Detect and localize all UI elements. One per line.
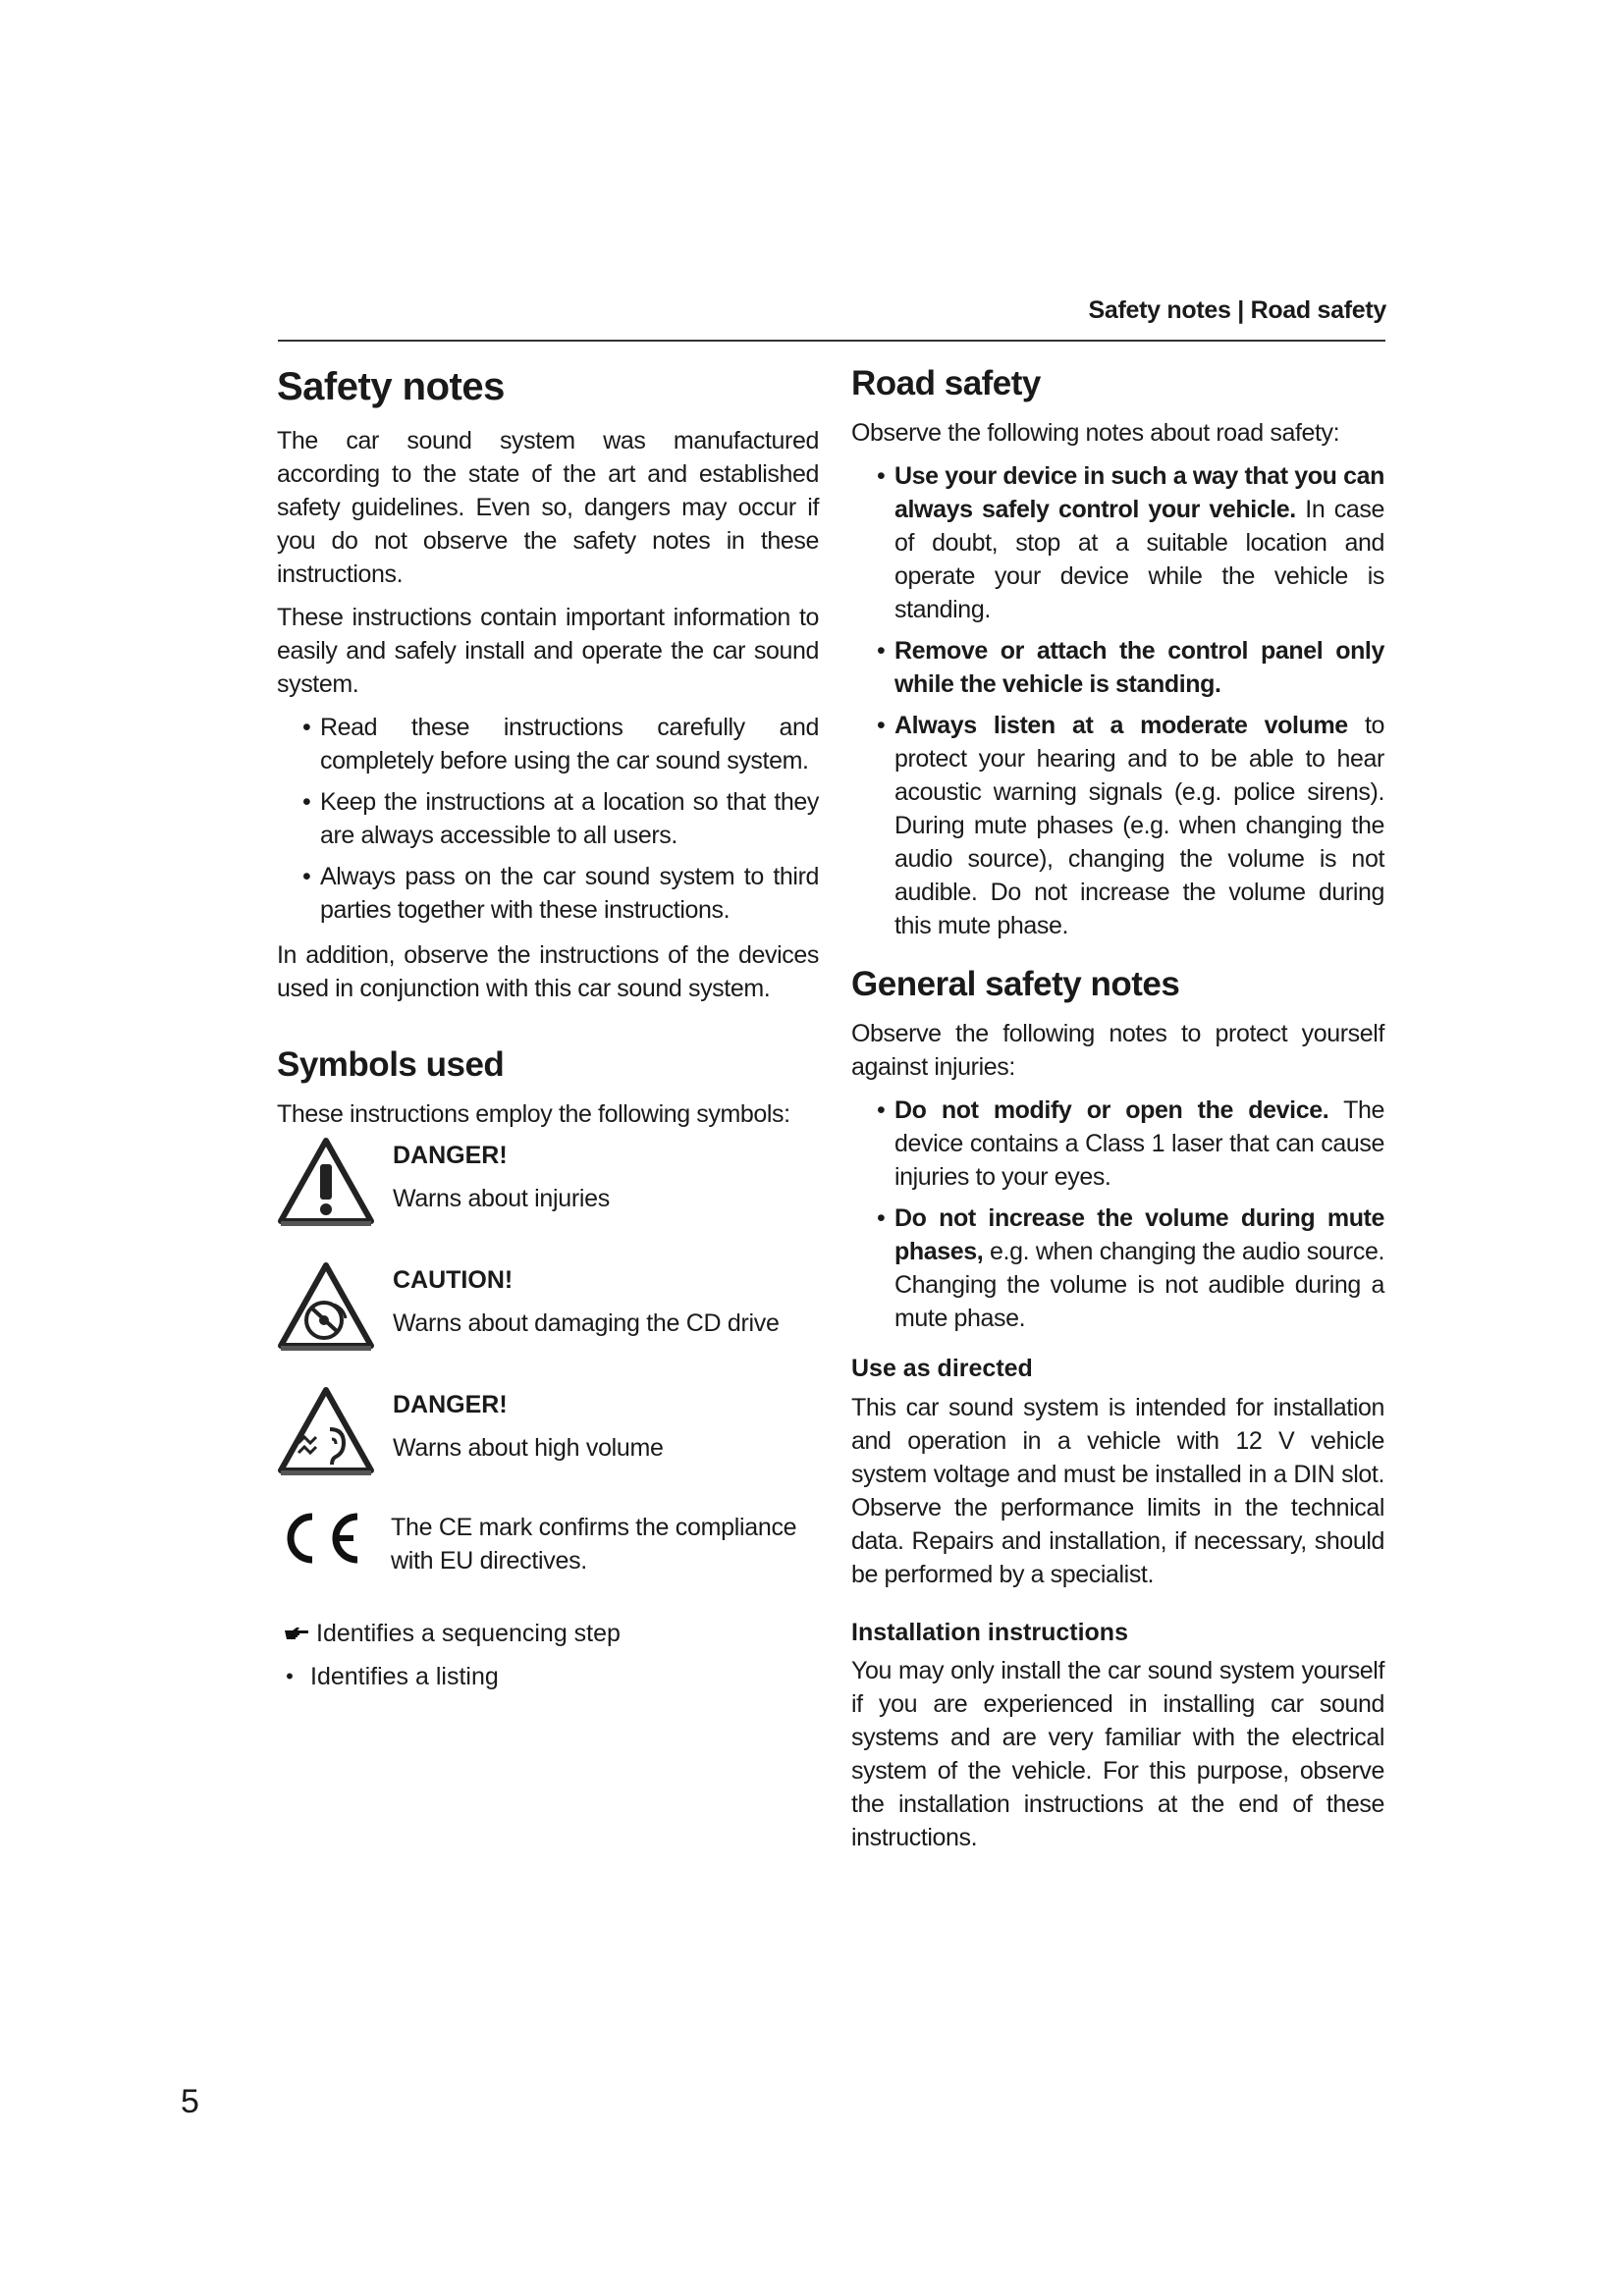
list-item: • Do not modify or open the device. The device contains a Class 1 laser that can cause injuries to your eyes. [877, 1096, 1384, 1191]
symbol-title: DANGER! [393, 1142, 508, 1169]
road-safety-list [851, 459, 1384, 942]
general-safety-intro: Observe the following notes to protect yourself against injuries: [851, 1020, 1384, 1081]
warning-exclamation-icon [277, 1137, 375, 1232]
use-as-directed-heading: Use as directed [851, 1355, 1033, 1382]
general-safety-heading: General safety notes [851, 965, 1180, 1003]
page-number: 5 [181, 2083, 199, 2120]
ce-mark-row [277, 1511, 819, 1577]
symbol-desc: Warns about damaging the CD drive [393, 1309, 780, 1337]
safety-notes-para3: In addition, observe the instructions of the devices used in conjunction with this car sound system. [277, 941, 819, 1002]
installation-heading: Installation instructions [851, 1618, 1128, 1646]
symbol-danger-volume [277, 1386, 819, 1481]
list-item: • Keep the instructions at a location so that they are always accessible to all users. [302, 788, 819, 849]
cd-drive-warning-icon [277, 1261, 375, 1357]
right-column [851, 363, 1384, 1864]
symbol-title: CAUTION! [393, 1266, 514, 1294]
legend-listing [277, 1660, 819, 1693]
list-item: • Read these instructions carefully and completely before using the car sound system. [302, 714, 819, 774]
list-item: • Remove or attach the control panel only while the vehicle is standing. [877, 637, 1384, 698]
pointing-hand-icon [277, 1627, 316, 1640]
symbol-caution-cd [277, 1261, 819, 1357]
symbol-danger-injuries [277, 1137, 819, 1232]
safety-notes-para2: These instructions contain important information to easily and safely install and operate the car sound system. [277, 604, 819, 698]
list-item: • Always pass on the car sound system to third parties together with these instructions. [302, 863, 819, 924]
list-item-text: Read these instructions carefully and completely before using the car sound system. [320, 714, 819, 774]
list-item-bold: Use your device in such a way that you can always safely control your vehicle. [894, 462, 1384, 523]
road-safety-intro: Observe the following notes about road safety: [851, 419, 1340, 447]
list-item-bold: Always listen at a moderate volume [894, 712, 1348, 739]
use-as-directed-text: This car sound system is intended for installation and operation in a vehicle with 12 V vehicle system voltage and must be installed in a DIN slot. Observe the performance limits in the technical data. Repairs and installation, if necessary, should be performed by a specialist. [851, 1393, 1384, 1588]
symbol-desc: Warns about high volume [393, 1434, 664, 1462]
list-item: • Use your device in such a way that you can always safely control your vehicle. In case of doubt, stop at a suitable location and operate your device while the vehicle is standing. [877, 462, 1384, 623]
list-item-bold: Do not modify or open the device. [894, 1096, 1329, 1124]
general-safety-list [851, 1094, 1384, 1335]
legend-listing-text: Identifies a listing [310, 1663, 499, 1690]
symbols-heading: Symbols used [277, 1045, 505, 1084]
installation-text: You may only install the car sound system yourself if you are experienced in installing car sound systems and are very familiar with the electrical system of the vehicle. For this purpose, observe the installation instructions at the end of these instructions. [851, 1657, 1384, 1851]
ce-text: The CE mark confirms the compliance with EU directives. [391, 1514, 797, 1575]
legend-step-text: Identifies a sequencing step [316, 1620, 621, 1647]
header-rule [278, 340, 1385, 342]
list-item-text: Keep the instructions at a location so that they are always accessible to all users. [320, 788, 819, 849]
legend-bullet: • [286, 1664, 294, 1688]
header-title: Safety notes | Road safety [1088, 296, 1386, 324]
symbols-intro: These instructions employ the following symbols: [277, 1100, 790, 1128]
hearing-warning-icon [277, 1386, 375, 1481]
left-column [277, 363, 819, 1703]
list-item-text: e.g. when changing the audio source. Changing the volume is not audible during a mute phase. [894, 1238, 1384, 1332]
safety-notes-para1: The car sound system was manufactured according to the state of the art and established safety guidelines. Even so, dangers may occur if you do not observe the safety notes in these instructions. [277, 427, 819, 588]
list-item: • Always listen at a moderate volume to protect your hearing and to be able to hear acoustic warning signals (e.g. police sirens). During mute phases (e.g. when changing the audio source), changing the volume is not audible. Do not increase the volume during this mute phase. [877, 712, 1384, 939]
list-item-text: In case of doubt, stop at a suitable location and operate your device while the vehicle is standing. [894, 496, 1384, 623]
list-item-text: to protect your hearing and to be able to hear acoustic warning signals (e.g. police sirens). During mute phases (e.g. when changing the audio source), changing the volume is not audible. Do not increase the volume during this mute phase. [894, 712, 1384, 939]
list-item-text: The device contains a Class 1 laser that can cause injuries to your eyes. [894, 1096, 1384, 1191]
list-item-text: Always pass on the car sound system to third parties together with these instructions. [320, 863, 819, 924]
list-item-bold: Remove or attach the control panel only while the vehicle is standing. [894, 637, 1384, 698]
ce-mark-icon [277, 1511, 375, 1571]
list-item-bold: Do not increase the volume during mute phases, [894, 1204, 1384, 1265]
legend-step [277, 1617, 819, 1650]
road-safety-heading: Road safety [851, 364, 1041, 402]
list-item: • Do not increase the volume during mute phases, e.g. when changing the audio source. Changing the volume is not audible during a mute phase. [877, 1204, 1384, 1332]
safety-notes-heading: Safety notes [277, 365, 505, 408]
symbol-title: DANGER! [393, 1391, 508, 1418]
safety-notes-list [277, 711, 819, 927]
symbol-desc: Warns about injuries [393, 1185, 610, 1212]
